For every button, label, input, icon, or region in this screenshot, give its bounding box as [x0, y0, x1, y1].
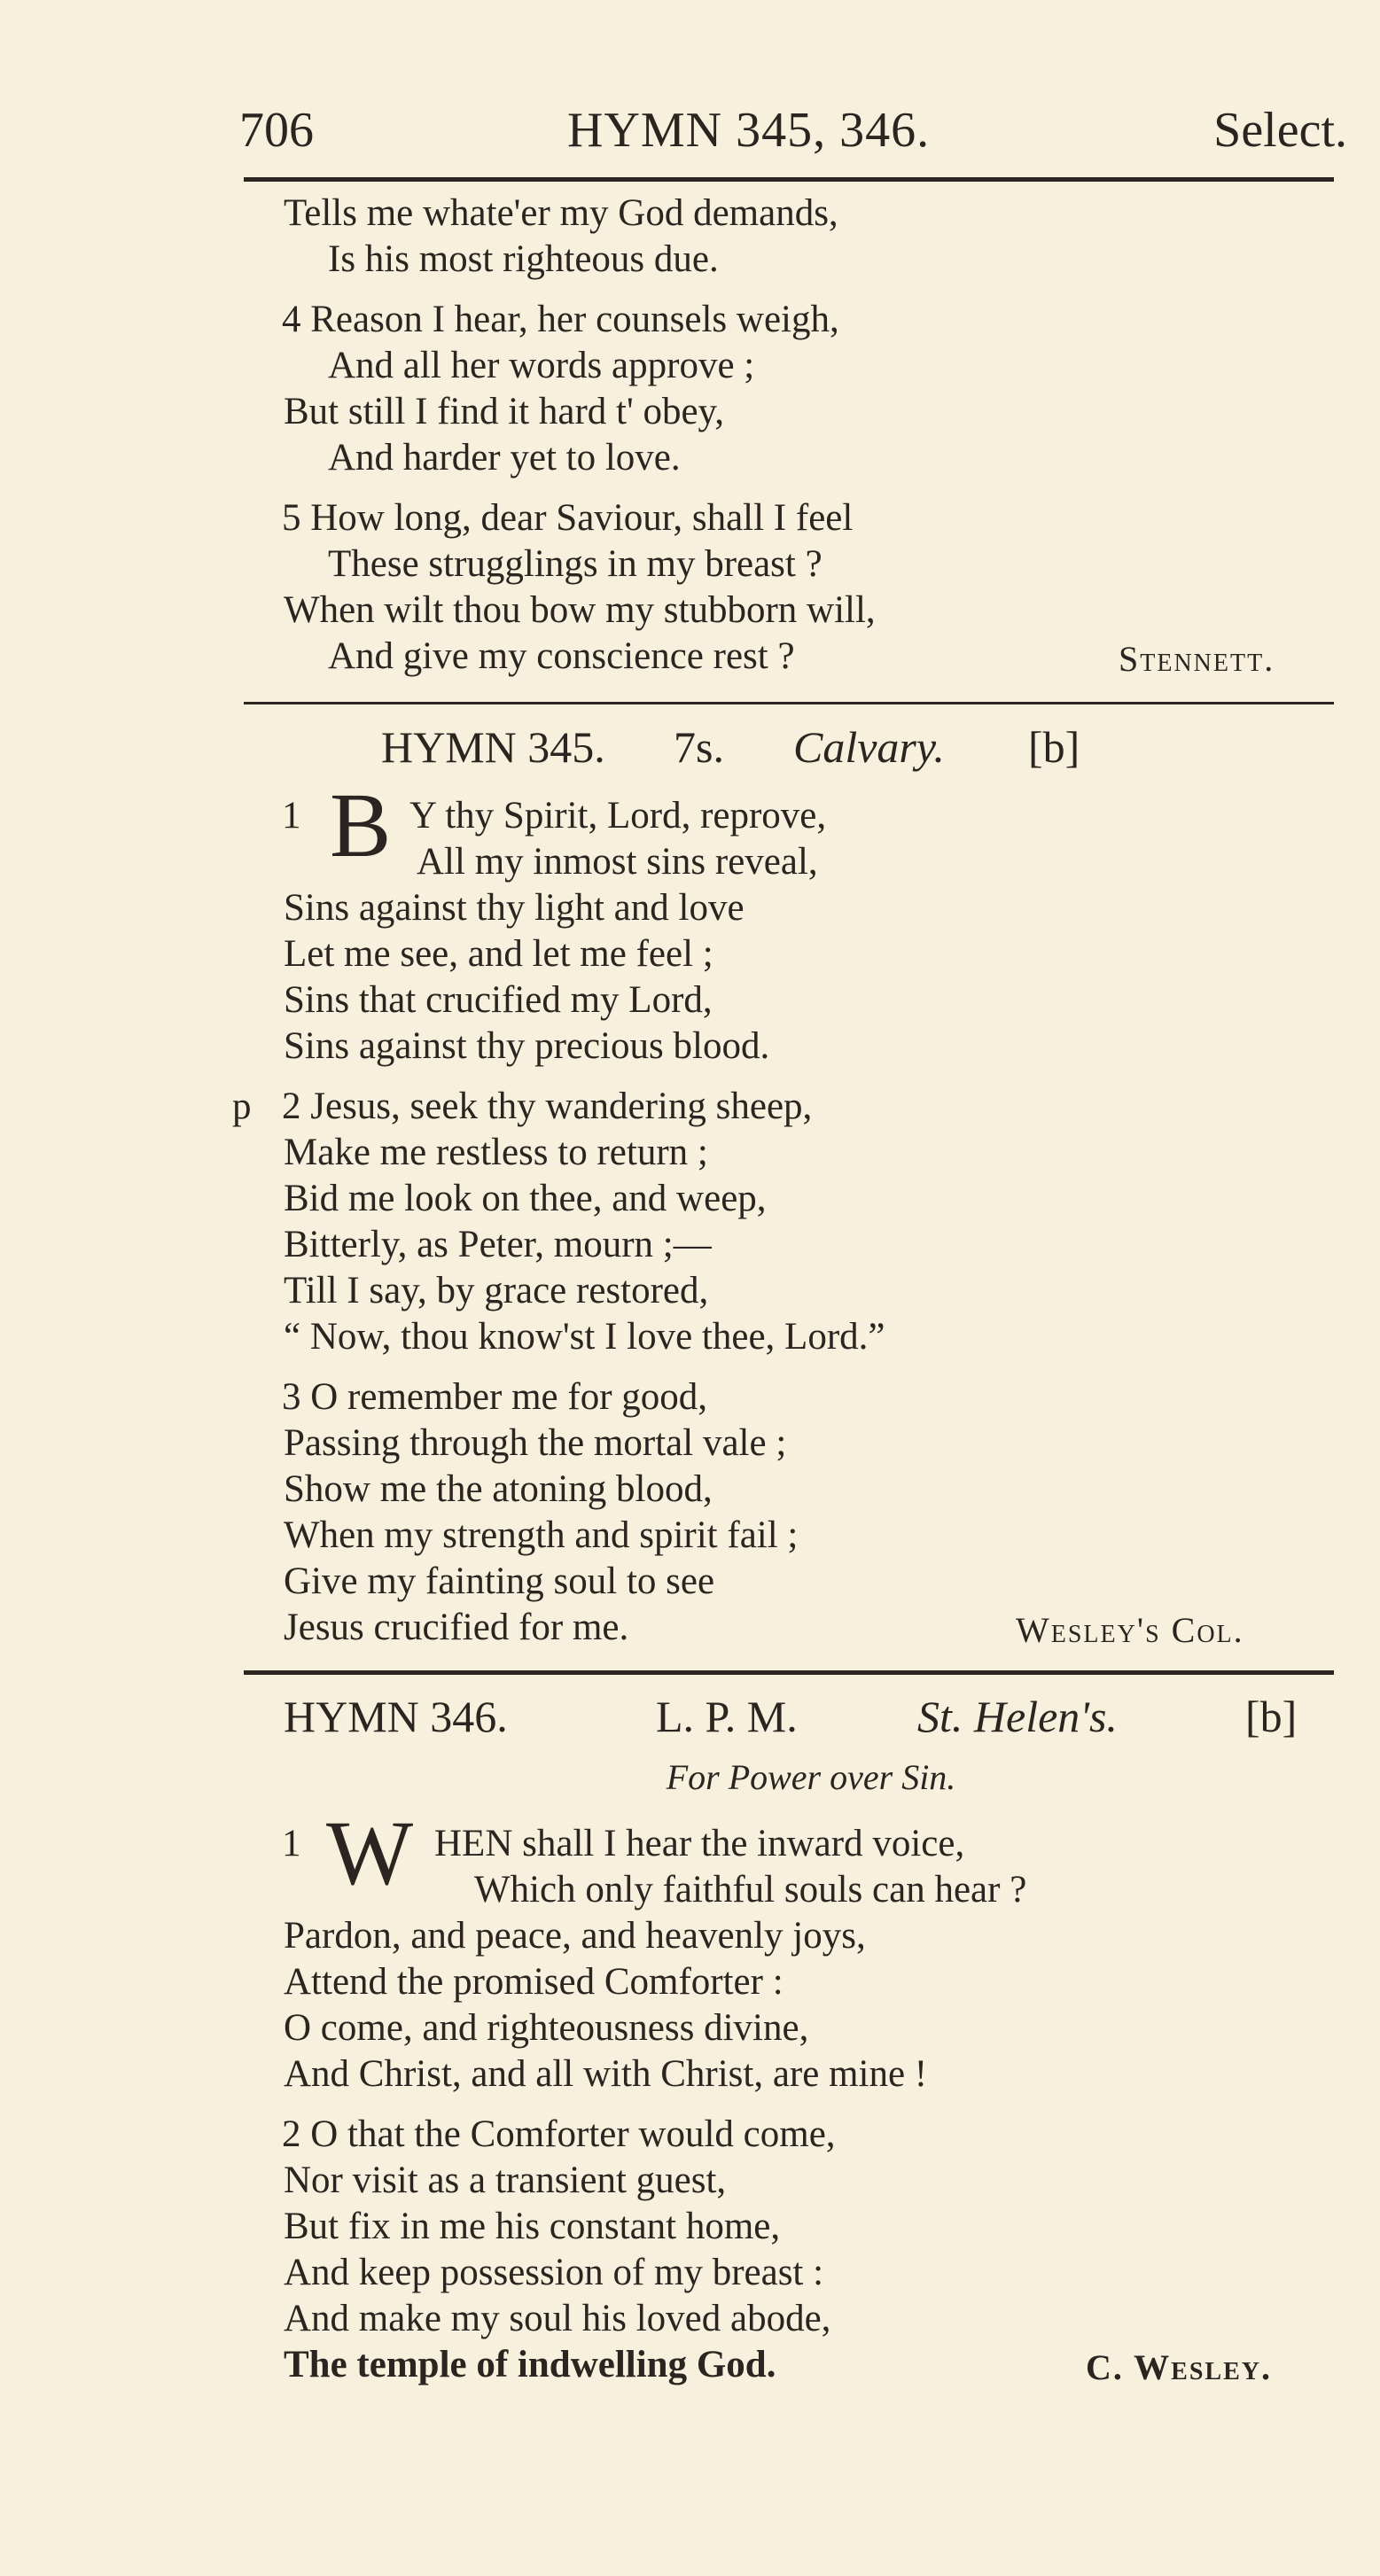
- verse-line: And make my soul his loved abode,: [284, 2298, 831, 2339]
- hymn-meter: 7s.: [674, 722, 724, 772]
- verse-line: Attend the promised Comforter :: [284, 1961, 784, 2003]
- hymn-heading: [381, 716, 1267, 778]
- verse-line: And keep possession of my breast :: [284, 2252, 824, 2293]
- section-rule: [244, 702, 1334, 704]
- page-number: 706: [239, 103, 314, 158]
- verse-number: 1: [282, 1823, 301, 1864]
- verse-line: Show me the atoning blood,: [284, 1468, 713, 1510]
- drop-cap: B: [330, 774, 392, 876]
- verse-line: These strugglings in my breast ?: [328, 543, 823, 585]
- verse-line: Let me see, and let me feel ;: [284, 933, 713, 975]
- hymn-tune: St. Helen's.: [917, 1692, 1118, 1741]
- verse-line: Pardon, and peace, and heavenly joys,: [284, 1915, 866, 1957]
- running-head-section: Select.: [1213, 103, 1347, 158]
- dynamics-marker: p: [232, 1086, 252, 1127]
- verse-line: And Christ, and all with Christ, are mine !: [284, 2053, 928, 2095]
- verse-line: When my strength and spirit fail ;: [284, 1514, 799, 1556]
- hymn-subtitle: For Power over Sin.: [666, 1757, 956, 1797]
- verse-line: Till I say, by grace restored,: [284, 1270, 709, 1311]
- verse-line: Make me restless to return ;: [284, 1132, 708, 1173]
- author-attribution: Wesley's Col.: [1016, 1610, 1244, 1650]
- hymn-mark: [b]: [1245, 1692, 1298, 1741]
- running-head-title: HYMN 345, 346.: [567, 103, 931, 158]
- verse-line: Y thy Spirit, Lord, reprove,: [409, 795, 827, 837]
- verse-line: Sins against thy light and love: [284, 887, 745, 929]
- verse-line: And harder yet to love.: [328, 437, 681, 479]
- verse-line: Tells me whate'er my God demands,: [284, 192, 838, 234]
- verse-line: Is his most righteous due.: [328, 238, 719, 280]
- verse-line: Bitterly, as Peter, mourn ;—: [284, 1224, 712, 1265]
- hymn-number: HYMN 346.: [284, 1692, 508, 1741]
- author-attribution: C. Wesley.: [1086, 2347, 1272, 2387]
- verse-line: All my inmost sins reveal,: [417, 841, 818, 883]
- verse-line: And all her words approve ;: [328, 345, 755, 386]
- verse-line: 3 O remember me for good,: [282, 1376, 708, 1418]
- verse-line: Sins that crucified my Lord,: [284, 979, 713, 1021]
- verse-line: Jesus crucified for me.: [284, 1607, 629, 1648]
- verse-number: 1: [282, 795, 301, 837]
- verse-line: “ Now, thou know'st I love thee, Lord.”: [284, 1316, 885, 1358]
- hymn-meter: L. P. M.: [656, 1692, 798, 1741]
- verse-line: Nor visit as a transient guest,: [284, 2160, 727, 2201]
- verse-line: HEN shall I hear the inward voice,: [434, 1823, 965, 1864]
- verse-line: Bid me look on thee, and weep,: [284, 1178, 767, 1219]
- verse-line: When wilt thou bow my stubborn will,: [284, 589, 876, 631]
- verse-line: But still I find it hard t' obey,: [284, 391, 725, 432]
- hymn-heading: [284, 1685, 1338, 1747]
- verse-line: O come, and righteousness divine,: [284, 2007, 809, 2049]
- verse-line: Passing through the mortal vale ;: [284, 1422, 787, 1464]
- verse-line: 5 How long, dear Saviour, shall I feel: [282, 497, 854, 539]
- hymn-tune: Calvary.: [793, 722, 945, 772]
- verse-line: Give my fainting soul to see: [284, 1560, 715, 1602]
- verse-line: Sins against thy precious blood.: [284, 1025, 770, 1067]
- section-rule: [244, 1670, 1334, 1675]
- verse-line: 2 Jesus, seek thy wandering sheep,: [282, 1086, 813, 1127]
- author-attribution: Stennett.: [1119, 639, 1275, 679]
- verse-line: The temple of indwelling God.: [284, 2344, 776, 2385]
- verse-line: But fix in me his constant home,: [284, 2206, 781, 2247]
- verse-line: 2 O that the Comforter would come,: [282, 2113, 836, 2155]
- drop-cap: W: [326, 1802, 414, 1904]
- running-head: [239, 99, 1347, 161]
- header-rule: [244, 177, 1334, 182]
- verse-line: 4 Reason I hear, her counsels weigh,: [282, 299, 839, 340]
- hymn-mark: [b]: [1028, 722, 1080, 772]
- verse-line: And give my conscience rest ?: [328, 635, 795, 677]
- hymn-number: HYMN 345.: [381, 722, 605, 772]
- verse-line: Which only faithful souls can hear ?: [474, 1869, 1027, 1911]
